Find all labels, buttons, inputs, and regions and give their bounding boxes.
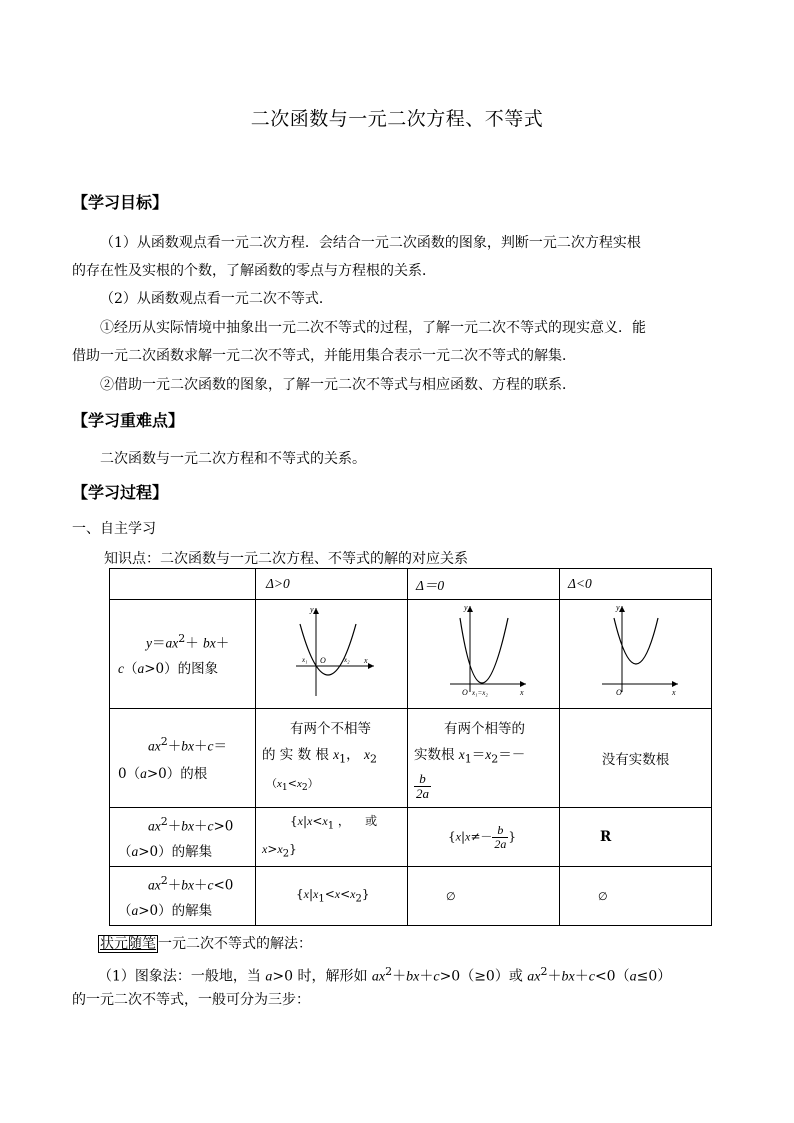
method-heading: 状元随笔 一元二次不等式的解法： <box>100 936 312 952</box>
row-label-graph: $y=ax^2+ bx+$ c（a>0）的图象 <box>110 600 256 709</box>
goal-1-line-a: （1）从函数观点看一元二次方程．会结合一元二次函数的图象，判断一元二次方程实根 <box>100 235 641 251</box>
table-row-graph <box>110 600 712 709</box>
self-study-heading: 一、自主学习 <box>72 521 156 537</box>
key-points-text: 二次函数与一元二次方程和不等式的关系。 <box>100 451 366 467</box>
svg-text:O: O <box>616 688 622 697</box>
table-row-less <box>110 867 712 926</box>
svg-text:x₁: x₁ <box>302 656 308 664</box>
header-delta-positive: Δ>0 <box>256 569 408 600</box>
table-row-greater <box>110 808 712 867</box>
graph-cell-one-root <box>408 600 560 709</box>
method-p1-line-a: （1）图象法：一般地，当 a>0 时，解形如 $ax^2+bx+c>0(\ge 0)$或 $ax^2+bx+c<0(a\le 0)$ <box>98 965 672 985</box>
header-delta-negative: Δ<0 <box>560 569 712 600</box>
graph-cell-no-root <box>560 600 712 709</box>
row-label-less: $ax^2+bx+c<0$ （a>0）的解集 <box>110 867 256 926</box>
roots-two-distinct: 有两个不相等 的 实 数 根 $x_1$， $x_2$ $(x_1<x_2)$ <box>256 709 408 808</box>
parabola-no-root-graph <box>560 600 703 704</box>
svg-text:y: y <box>464 603 468 612</box>
header-empty-cell <box>110 569 256 600</box>
table-header-row <box>110 569 712 600</box>
roots-none: 没有实数根 <box>560 709 712 808</box>
fraction-b-over-2a: $\frac{b}{2a}$ <box>416 771 429 801</box>
greater-solution-two-roots: {$x|x<x_1$ ， 或 $x>x_2$} <box>256 808 408 867</box>
greater-solution-double-root: {x|x≠－ $\frac{b}{2a}$ } <box>408 808 560 867</box>
goal-1-line-b: 的存在性及实根的个数，了解函数的零点与方程根的关系． <box>72 263 436 279</box>
parabola-two-roots-graph <box>256 600 397 704</box>
svg-text:x: x <box>672 688 676 697</box>
less-solution-two-roots: $\{x|x_1<x<x_2\}$ <box>256 867 408 926</box>
row-label-greater: $ax^2+bx+c>0$ （a>0）的解集 <box>110 808 256 867</box>
section-goals: 【学习目标】 <box>72 193 169 212</box>
svg-text:x₂: x₂ <box>344 656 350 664</box>
goal-paragraph-2: （2）从函数观点看一元二次不等式． <box>100 291 333 307</box>
goal-paragraph-1 <box>72 229 732 257</box>
svg-text:y: y <box>310 605 314 614</box>
table-row-roots <box>110 709 712 808</box>
row-label-roots: $ax^2+bx+c=$ 0（a>0）的根 <box>110 709 256 808</box>
parabola-one-root-graph <box>408 600 551 704</box>
svg-text:x: x <box>520 688 524 697</box>
graph-cell-two-roots <box>256 600 408 709</box>
less-solution-empty-1: ∅ <box>408 867 560 926</box>
roots-double: 有两个相等的 实数根 $x_1=x_2=-$ $\frac{b}{2a}$ <box>408 709 560 808</box>
header-delta-zero: Δ＝0 <box>408 569 560 600</box>
goal-paragraph-3-line-a: ①经历从实际情境中抽象出一元二次不等式的过程，了解一元二次不等式的现实意义．能 <box>100 320 646 336</box>
badge-label: 状元随笔 <box>100 936 156 952</box>
greater-solution-all-reals: R <box>560 808 712 867</box>
correspondence-table <box>109 568 712 926</box>
goal-paragraph-4: ②借助一元二次函数的图象，了解一元二次不等式与相应函数、方程的联系． <box>100 377 576 393</box>
svg-text:x: x <box>364 656 368 665</box>
section-key-points: 【学习重难点】 <box>72 411 185 430</box>
goal-paragraph-3-line-b: 借助一元二次函数求解一元二次不等式，并能用集合表示一元二次不等式的解集． <box>72 348 576 364</box>
page-title: 二次函数与一元二次方程、不等式 <box>250 108 544 130</box>
method-p1-line-b: 的一元二次不等式，一般可分为三步： <box>72 992 310 1008</box>
svg-text:y: y <box>616 603 620 612</box>
svg-text:O: O <box>462 688 468 697</box>
section-process: 【学习过程】 <box>72 483 169 502</box>
svg-text:O: O <box>320 656 326 665</box>
svg-text:x₁=x₂: x₁=x₂ <box>472 689 488 697</box>
knowledge-point: 知识点：二次函数与一元二次方程、不等式的解的对应关系 <box>104 551 468 567</box>
less-solution-empty-2: ∅ <box>560 867 712 926</box>
